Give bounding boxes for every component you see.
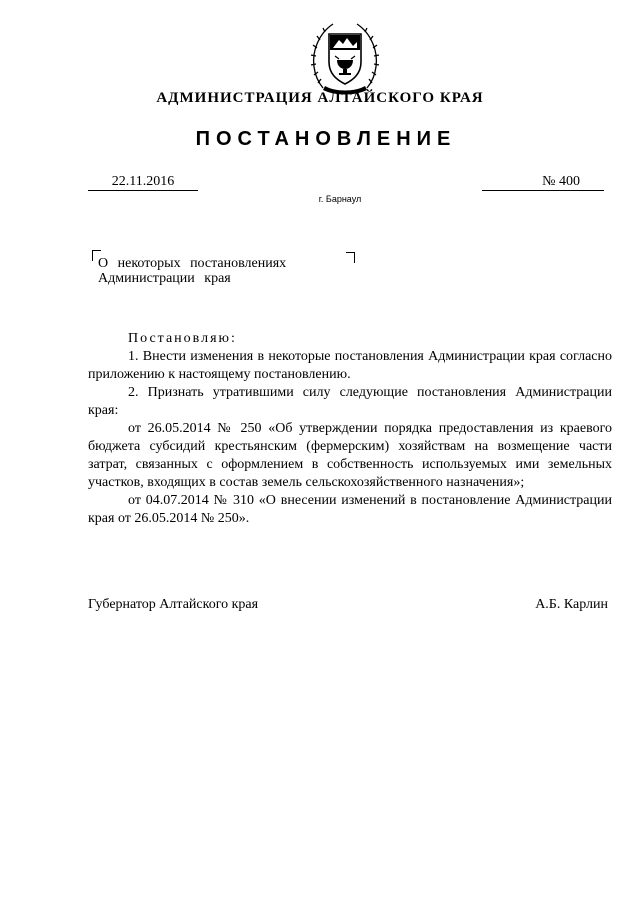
issue-city: г. Барнаул [318, 194, 362, 204]
clause-1: 1. Внести изменения в некоторые постановления Администрации края согласно приложению к настоящему постановлению. [88, 349, 612, 382]
altai-krai-coat-of-arms-icon [309, 18, 381, 96]
signature-block [88, 597, 608, 613]
signatory-name: А.Б. Карлин [535, 597, 608, 612]
document-subject [98, 256, 286, 286]
subject-line-1: О некоторых постановлениях [98, 256, 287, 271]
subject-bracket-right [346, 252, 355, 263]
resolve-heading: Постановляю: [128, 331, 237, 346]
document-number: № 400 [482, 174, 604, 191]
document-date: 22.11.2016 [88, 174, 198, 191]
issuing-authority: АДМИНИСТРАЦИЯ АЛТАЙСКОГО КРАЯ [156, 90, 484, 106]
clause-2-subitem-b: от 04.07.2014 № 310 «О внесении изменений в постановление Администрации края от 26.05.2014 № 250». [88, 493, 612, 526]
subject-line-2: Администрации края [98, 271, 231, 286]
clause-2-subitem-a: от 26.05.2014 № 250 «Об утверждении порядка предоставления из краевого бюджета субсидий крестьянским (фермерским) хозяйствам на возмещение части затрат, связанных с оформлением в собственность используемых ими земельных участков, входящих в состав земель сельскохозяйственного назначения»; [88, 421, 612, 490]
document-body [88, 330, 612, 528]
signatory-position: Губернатор Алтайского края [88, 597, 259, 612]
document-type-title: ПОСТАНОВЛЕНИЕ [195, 128, 457, 150]
clause-2: 2. Признать утратившими силу следующие постановления Администрации края: [88, 385, 612, 418]
